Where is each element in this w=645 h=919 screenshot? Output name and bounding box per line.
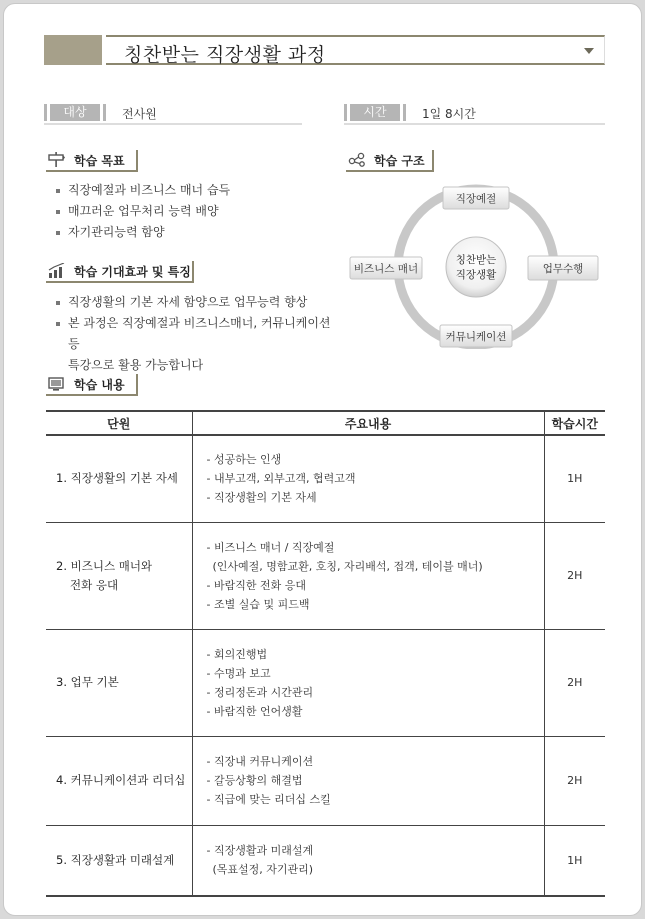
- content-cell: [192, 825, 544, 896]
- list-item-continuation: 특강으로 활용 가능합니다: [68, 358, 204, 372]
- col-header-unit: 단원: [46, 411, 192, 435]
- network-icon: [348, 152, 366, 168]
- unit-cell: [46, 435, 192, 522]
- content-item: (인사예절, 명함교환, 호칭, 자리배석, 접객, 테이블 매너): [212, 559, 483, 573]
- structure-center-line1: 칭찬받는: [455, 254, 497, 266]
- list-item: 직장예절과 비즈니스 매너 습득: [52, 180, 230, 201]
- section-contents-heading: [46, 374, 138, 396]
- unit-text: 4. 커뮤니케이션과 리더십: [56, 773, 186, 787]
- section-goals-title: 학습 목표: [74, 154, 125, 168]
- title-box[interactable]: [106, 35, 605, 65]
- table-row: [46, 736, 605, 825]
- content-cell: [192, 522, 544, 629]
- content-item: - 바람직한 언어생활: [206, 704, 303, 718]
- info-time-label: 시간: [344, 104, 406, 121]
- unit-text: 1. 직장생활의 기본 자세: [56, 471, 178, 486]
- structure-node-top-label: 직장예절: [455, 193, 497, 205]
- col-header-content: 주요내용: [192, 411, 544, 435]
- content-cell: [192, 435, 544, 522]
- list-item: 본 과정은 직장예절과 비즈니스매너, 커뮤니케이션 등: [52, 313, 342, 355]
- info-target-row: [44, 103, 302, 125]
- page-title: 칭찬받는 직장생활 과정: [124, 44, 326, 66]
- structure-diagram: [344, 179, 614, 349]
- hours-cell: 2H: [544, 736, 605, 825]
- content-item: - 직장생활의 기본 자세: [206, 491, 317, 505]
- table-row: [46, 522, 605, 629]
- content-item: - 내부고객, 외부고객, 협력고객: [206, 472, 356, 486]
- section-contents-title: 학습 내용: [74, 378, 125, 392]
- content-item: - 조별 실습 및 피드백: [206, 597, 310, 611]
- content-item: - 비즈니스 매너 / 직장예절: [206, 540, 335, 554]
- goals-list: [52, 180, 230, 243]
- title-bar: [44, 35, 605, 65]
- info-target-label: 대상: [44, 104, 106, 121]
- content-item: - 수명과 보고: [206, 666, 271, 680]
- structure-node-right-label: 업무수행: [542, 263, 584, 275]
- hours-cell: 1H: [544, 435, 605, 522]
- col-header-hours: 학습시간: [544, 411, 605, 435]
- unit-text: 전화 응대: [70, 577, 119, 592]
- content-cell: [192, 736, 544, 825]
- content-item: (목표설정, 자기관리): [212, 863, 314, 877]
- table-header-row: [46, 411, 605, 435]
- course-page: [3, 3, 642, 916]
- list-item: 직장생활의 기본 자세 함양으로 업무능력 향상: [52, 292, 342, 313]
- info-target-value: 전사원: [122, 107, 157, 121]
- list-item: 매끄러운 업무처리 능력 배양: [52, 201, 230, 222]
- structure-center: [446, 237, 506, 297]
- unit-cell: [46, 736, 192, 825]
- bar-chart-icon: [48, 263, 66, 279]
- monitor-icon: [48, 376, 66, 392]
- section-goals-heading: [46, 150, 138, 172]
- hours-cell: 1H: [544, 825, 605, 896]
- table-row: [46, 629, 605, 736]
- effects-list: [52, 292, 342, 376]
- title-accent: [44, 35, 102, 65]
- content-item: - 정리정돈과 시간관리: [206, 685, 314, 699]
- info-time-row: [344, 103, 605, 125]
- table-row: [46, 435, 605, 522]
- section-effects-heading: [46, 261, 194, 283]
- structure-node-left-label: 비즈니스 매너: [353, 263, 419, 275]
- unit-cell: [46, 522, 192, 629]
- signpost-icon: [48, 152, 66, 168]
- unit-text: 3. 업무 기본: [56, 675, 119, 689]
- structure-center-line2: 직장생활: [455, 269, 497, 281]
- table-row: [46, 825, 605, 896]
- section-effects-title: 학습 기대효과 및 특징: [74, 265, 191, 279]
- structure-node-bottom-label: 커뮤니케이션: [445, 331, 507, 343]
- content-item: - 직장생활과 미래설계: [206, 844, 314, 858]
- content-item: - 회의진행법: [206, 647, 268, 661]
- content-item: - 바람직한 전화 응대: [206, 578, 306, 592]
- hours-cell: 2H: [544, 522, 605, 629]
- section-structure-title: 학습 구조: [374, 154, 425, 168]
- content-item: - 성공하는 인생: [206, 453, 282, 467]
- unit-cell: [46, 629, 192, 736]
- content-cell: [192, 629, 544, 736]
- unit-cell: [46, 825, 192, 896]
- content-item: - 직장내 커뮤니케이션: [206, 755, 314, 768]
- content-item: - 직급에 맞는 리더십 스킬: [206, 793, 331, 806]
- chevron-down-icon[interactable]: [584, 48, 594, 54]
- section-structure-heading: [346, 150, 434, 172]
- list-item: 자기관리능력 함양: [52, 222, 230, 243]
- hours-cell: 2H: [544, 629, 605, 736]
- unit-text: 2. 비즈니스 매너와: [56, 558, 153, 573]
- info-time-value: 1일 8시간: [422, 107, 476, 121]
- content-item: - 갈등상황의 해결법: [206, 774, 303, 787]
- curriculum-table: [46, 410, 605, 897]
- unit-text: 5. 직장생활과 미래설계: [56, 852, 175, 867]
